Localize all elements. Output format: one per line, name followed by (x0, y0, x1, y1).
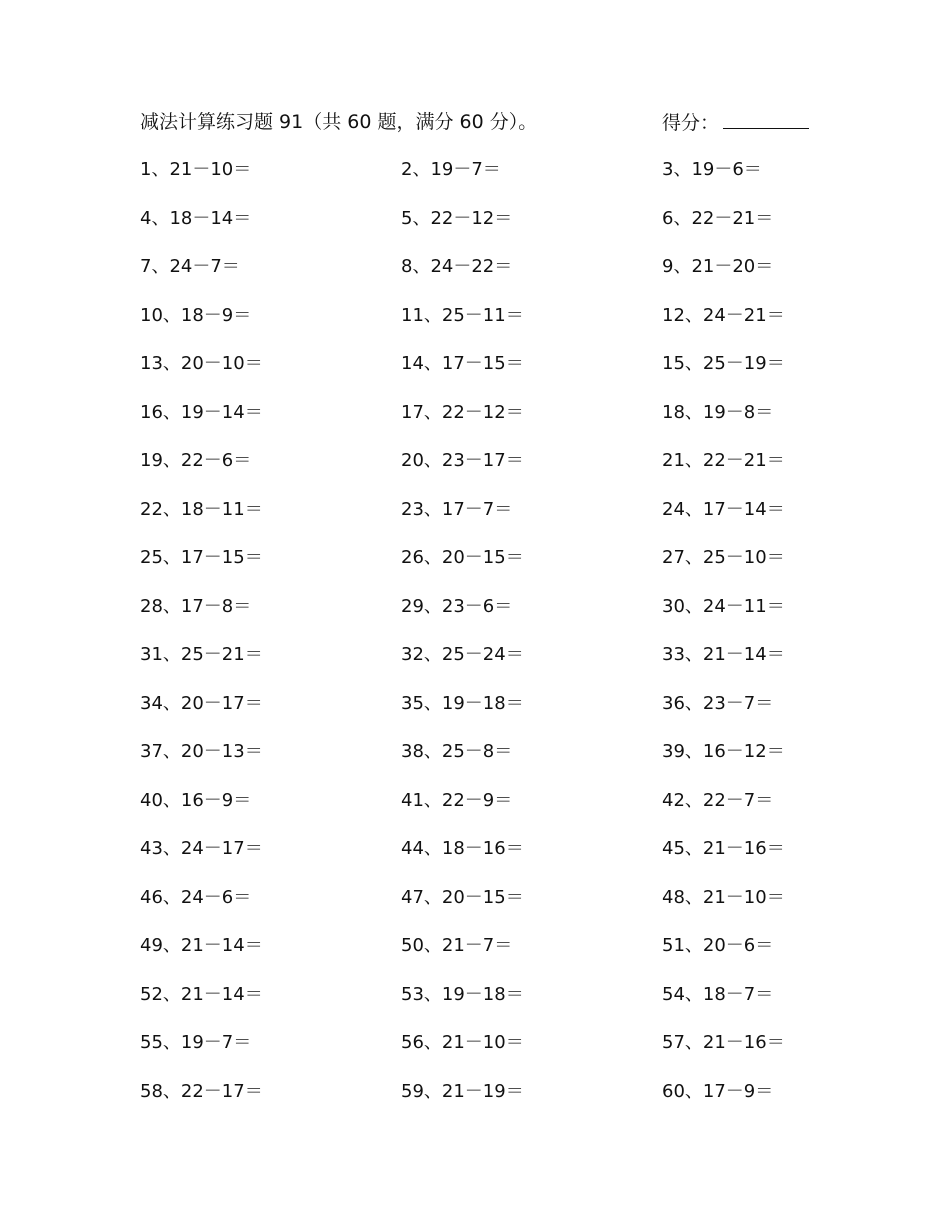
problem-item: 23、17－7＝ (401, 498, 513, 520)
problem-item: 52、21－14＝ (140, 983, 263, 1005)
problem-item: 13、20－10＝ (140, 353, 263, 374)
problem-item: 4、18－14＝ (140, 207, 252, 229)
problem-item: 45、21－16＝ (662, 838, 785, 859)
problem-item: 19、22－6＝ (140, 450, 252, 471)
problem-item: 24、17－14＝ (662, 498, 785, 520)
problem-item: 39、16－12＝ (662, 741, 785, 762)
problem-item: 17、22－12＝ (401, 401, 524, 423)
problem-item: 12、24－21＝ (662, 304, 785, 326)
problem-item: 34、20－17＝ (140, 692, 263, 714)
problem-item: 53、19－18＝ (401, 983, 524, 1005)
problem-item: 5、22－12＝ (401, 207, 513, 229)
problem-item: 20、23－17＝ (401, 450, 524, 471)
problem-item: 58、22－17＝ (140, 1080, 263, 1102)
problem-item: 29、23－6＝ (401, 595, 513, 617)
problem-item: 16、19－14＝ (140, 401, 263, 423)
problem-item: 36、23－7＝ (662, 692, 774, 714)
problem-item: 35、19－18＝ (401, 692, 524, 714)
score-blank-line[interactable] (723, 106, 809, 129)
problem-item: 60、17－9＝ (662, 1080, 774, 1102)
problem-item: 38、25－8＝ (401, 741, 513, 762)
problem-item: 37、20－13＝ (140, 741, 263, 762)
problem-item: 6、22－21＝ (662, 207, 774, 229)
score-field (662, 106, 809, 139)
problem-item: 27、25－10＝ (662, 547, 785, 568)
problem-item: 43、24－17＝ (140, 838, 263, 859)
problem-item: 28、17－8＝ (140, 595, 252, 617)
problem-item: 25、17－15＝ (140, 547, 263, 568)
problem-item: 22、18－11＝ (140, 498, 263, 520)
problem-item: 50、21－7＝ (401, 935, 513, 956)
problem-item: 49、21－14＝ (140, 935, 263, 956)
problem-item: 8、24－22＝ (401, 256, 513, 277)
problem-item: 42、22－7＝ (662, 789, 774, 811)
problem-item: 10、18－9＝ (140, 304, 252, 326)
problem-item: 32、25－24＝ (401, 644, 524, 665)
problem-item: 14、17－15＝ (401, 353, 524, 374)
problem-item: 31、25－21＝ (140, 644, 263, 665)
problem-item: 54、18－7＝ (662, 983, 774, 1005)
worksheet-header (140, 106, 840, 138)
problem-item: 47、20－15＝ (401, 886, 524, 908)
problem-item: 21、22－21＝ (662, 450, 785, 471)
problem-item: 3、19－6＝ (662, 159, 762, 180)
problem-item: 18、19－8＝ (662, 401, 774, 423)
worksheet-title: 减法计算练习题 91（共 60 题，满分 60 分）。 (140, 111, 538, 133)
problem-item: 30、24－11＝ (662, 595, 785, 617)
problem-item: 51、20－6＝ (662, 935, 774, 956)
problem-item: 26、20－15＝ (401, 547, 524, 568)
problem-item: 15、25－19＝ (662, 353, 785, 374)
problem-item: 46、24－6＝ (140, 886, 252, 908)
problem-item: 40、16－9＝ (140, 789, 252, 811)
problem-item: 11、25－11＝ (401, 304, 524, 326)
problem-item: 55、19－7＝ (140, 1032, 252, 1053)
score-label: 得分： (662, 112, 720, 134)
problem-item: 44、18－16＝ (401, 838, 524, 859)
problem-item: 59、21－19＝ (401, 1080, 524, 1102)
problem-item: 2、19－7＝ (401, 159, 501, 180)
problem-item: 57、21－16＝ (662, 1032, 785, 1053)
problem-item: 33、21－14＝ (662, 644, 785, 665)
problem-item: 7、24－7＝ (140, 256, 240, 277)
problem-item: 9、21－20＝ (662, 256, 774, 277)
problem-item: 1、21－10＝ (140, 159, 252, 180)
problem-item: 56、21－10＝ (401, 1032, 524, 1053)
problem-grid (140, 154, 840, 1124)
problem-item: 48、21－10＝ (662, 886, 785, 908)
problem-item: 41、22－9＝ (401, 789, 513, 811)
